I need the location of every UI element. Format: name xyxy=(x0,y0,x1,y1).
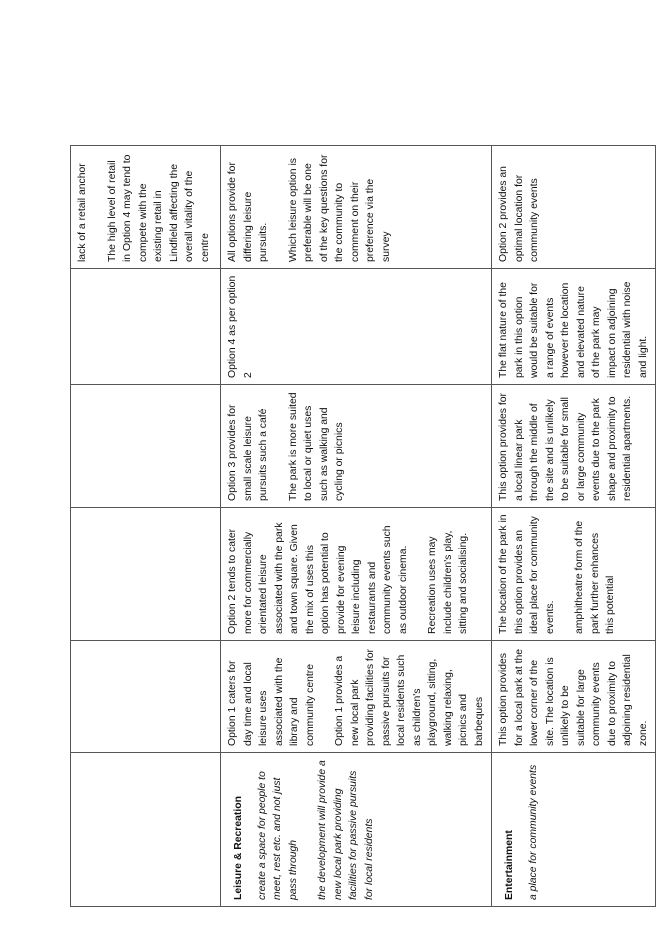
entertainment-option4-cell xyxy=(492,269,656,385)
leisure-desc2: the development will provide a new local park providing facilities for passive pursuits for local residents xyxy=(317,760,375,900)
entertainment-comment-p1: Option 2 provides an optimal location for community events xyxy=(498,166,540,262)
entertainment-option3-cell xyxy=(492,385,656,508)
table-row-entertainment xyxy=(492,146,656,907)
leisure-opt3-p1: Option 3 provides for small scale leisure pursuits such a café xyxy=(227,404,269,501)
leisure-option3-cell xyxy=(221,385,492,508)
leisure-opt2-p2: Recreation uses may include children's play, sitting and socialising. xyxy=(427,530,469,634)
leisure-option1-cell xyxy=(221,641,492,753)
leisure-option4-cell xyxy=(221,269,492,385)
top-cell-comment xyxy=(71,146,221,269)
top-cell-option3 xyxy=(71,385,221,508)
top-cell-option4 xyxy=(71,269,221,385)
top-cell-category xyxy=(71,753,221,907)
leisure-comment-cell xyxy=(221,146,492,269)
leisure-title: Leisure & Recreation xyxy=(233,796,244,900)
entertainment-title: Entertainment xyxy=(504,830,515,900)
leisure-opt1-p1: Option 1 caters for day time and local leisure uses associated with the library and community centre xyxy=(227,657,316,746)
assessment-table xyxy=(70,145,656,907)
leisure-comment-p1: All options provide for differing leisure pursuits. xyxy=(227,162,269,262)
leisure-opt2-p1: Option 2 tends to cater more for commercially orientated leisure associated with the park and town square. Given the mix of uses this option has potential to provide for evening leisure including restaurants and community events such as outdoor cinema. xyxy=(227,522,409,634)
top-cell-option2 xyxy=(71,508,221,641)
top-comment-line2: The high level of retail in Option 4 may tend to compete with the existing retail in Lindfield affecting the overall vitality of the centre xyxy=(106,154,211,262)
entertainment-opt2-p1: The location of the park in this option provides an ideal place for community events. xyxy=(498,514,556,634)
entertainment-opt4-p1: The flat nature of the park in this option would be suitable for a range of events however the location and elevated nature of the park may impact on adjoining residential with noise and light. xyxy=(498,281,649,378)
leisure-comment-p2: Which leisure option is preferable will be one of the key questions for the community to comment on their preference via the survey xyxy=(287,154,392,262)
leisure-desc1: create a space for people to meet, rest etc. and not just pass through xyxy=(256,771,299,900)
entertainment-category-cell xyxy=(492,753,656,907)
entertainment-opt1-p1: This option provides for a local park at the lower corner of the site. The location is unlikely to be suitable for large community events due to proximity to adjoining residential zone. xyxy=(498,648,649,746)
leisure-option2-cell xyxy=(221,508,492,641)
leisure-opt4-p1: Option 4 as per option 2 xyxy=(227,275,254,378)
entertainment-option1-cell xyxy=(492,641,656,753)
entertainment-comment-cell xyxy=(492,146,656,269)
table-row-top xyxy=(71,146,221,907)
entertainment-option2-cell xyxy=(492,508,656,641)
entertainment-opt2-p2: amphitheatre form of the park further enhances this potential xyxy=(574,520,616,634)
leisure-opt1-p2: Option 1 provides a new local park providing facilities for passive pursuits for local residents such as children's playground, sitting, walking relaxing, picnics and barbeques xyxy=(334,648,485,746)
top-comment-line1: lack of a retail anchor xyxy=(77,163,88,262)
top-cell-option1 xyxy=(71,641,221,753)
entertainment-opt3-p1: This option provides for a local linear park through the middle of the site and is unlikely to be suitable for small or large community events due to the park shape and proximity to residential apartments. xyxy=(498,392,633,501)
table-row-leisure xyxy=(221,146,492,907)
entertainment-desc1: a place for community events xyxy=(527,764,539,900)
leisure-opt3-p2: The park is more suited to local or quiet uses such as walking and cycling or picnics xyxy=(287,392,345,501)
leisure-category-cell xyxy=(221,753,492,907)
